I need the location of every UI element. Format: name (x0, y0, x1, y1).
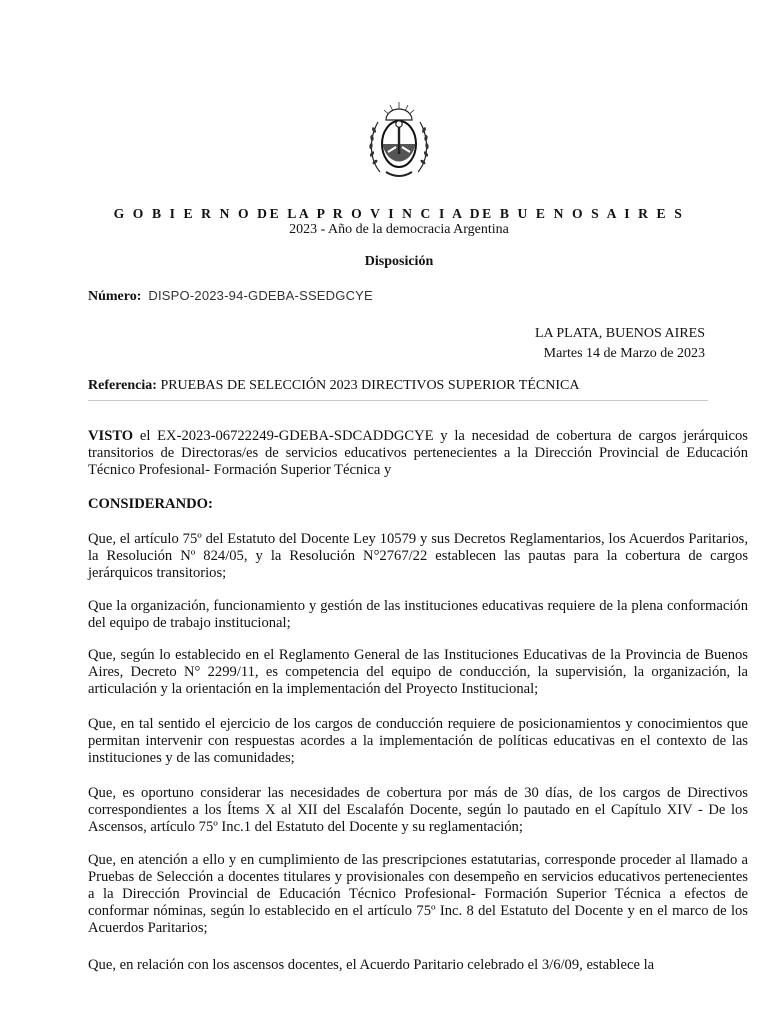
considerando-paragraph: Que, en tal sentido el ejercicio de los cargos de conducción requiere de posicionamientos y conocimientos que permitan intervenir con respuestas acordes a la implementación de políticas educativas en el contexto de las instituciones y de las comunidades; (88, 716, 748, 766)
document-date: Martes 14 de Marzo de 2023 (543, 346, 705, 361)
document-number (88, 287, 373, 305)
visto-label: VISTO (88, 428, 134, 444)
considerando-paragraph: Que, en relación con los ascensos docentes, el Acuerdo Paritario celebrado el 3/6/09, establece la (88, 957, 655, 973)
numero-label: Número: (88, 289, 142, 304)
considerando-paragraph: Que, según lo establecido en el Reglamento General de las Instituciones Educativas de la Provincia de Buenos Aires, Decreto N° 2299/11, es competencia del equipo de conducción, la supervisión, la organización, la articulación y la orientación en la implementación del Proyecto Institucional; (88, 647, 748, 697)
year-motto: 2023 - Año de la democracia Argentina (289, 222, 509, 237)
considerando-paragraph: Que, en atención a ello y en cumplimiento de las prescripciones estatutarias, corresponde proceder al llamado a Pruebas de Selección a docentes titulares y provisionales con desempeño en servicios educativos pertenecientes a la Dirección Provincial de Educación Técnico Profesional- Formación Superior Técnica a efectos de conformar nóminas, según lo establecido en el artículo 75º Inc. 8 del Estatuto del Docente y en el marco de los Acuerdos Paritarios; (88, 852, 748, 936)
considerando-paragraph: Que la organización, funcionamiento y gestión de las instituciones educativas requiere de la plena conformación del equipo de trabajo institucional; (88, 598, 748, 631)
visto-paragraph (88, 428, 748, 479)
reference-value: PRUEBAS DE SELECCIÓN 2023 DIRECTIVOS SUPERIOR TÉCNICA (160, 378, 580, 393)
document-type: Disposición (364, 254, 434, 269)
reference-label: Referencia: (88, 378, 157, 393)
document-place: LA PLATA, BUENOS AIRES (534, 326, 705, 341)
considerando-paragraph: Que, es oportuno considerar las necesidades de cobertura por más de 30 días, de los cargos de Directivos correspondientes a los Ítems X al XII del Escalafón Docente, según lo pautado en el Capítulo XIV - De los Ascensos, artículo 75º Inc.1 del Estatuto del Docente y su reglamentación; (88, 785, 748, 835)
province-seal-icon (366, 100, 432, 184)
visto-text: el EX-2023-06722249-GDEBA-SDCADDGCYE y la necesidad de cobertura de cargos jerárquicos transitorios de Directoras/es de servicios educativos pertenecientes a la Dirección Provincial de Educación Técnico Profesional- Formación Superior Técnica y (88, 428, 748, 478)
considerando-heading: CONSIDERANDO: (88, 496, 213, 512)
considerando-paragraph: Que, el artículo 75º del Estatuto del Docente Ley 10579 y sus Decretos Reglamentarios, los Acuerdos Paritarios, la Resolución Nº 824/05, y la Resolución N°2767/22 establecen las pautas para la cobertura de cargos jerárquicos transitorios; (88, 531, 748, 581)
numero-value: DISPO-2023-94-GDEBA-SSEDGCYE (148, 288, 373, 303)
reference (88, 377, 579, 394)
header-divider (88, 400, 708, 401)
government-title: G O B I E R N O DE LA P R O V I N C I A DE B U E N O S A I R E S (113, 206, 685, 221)
